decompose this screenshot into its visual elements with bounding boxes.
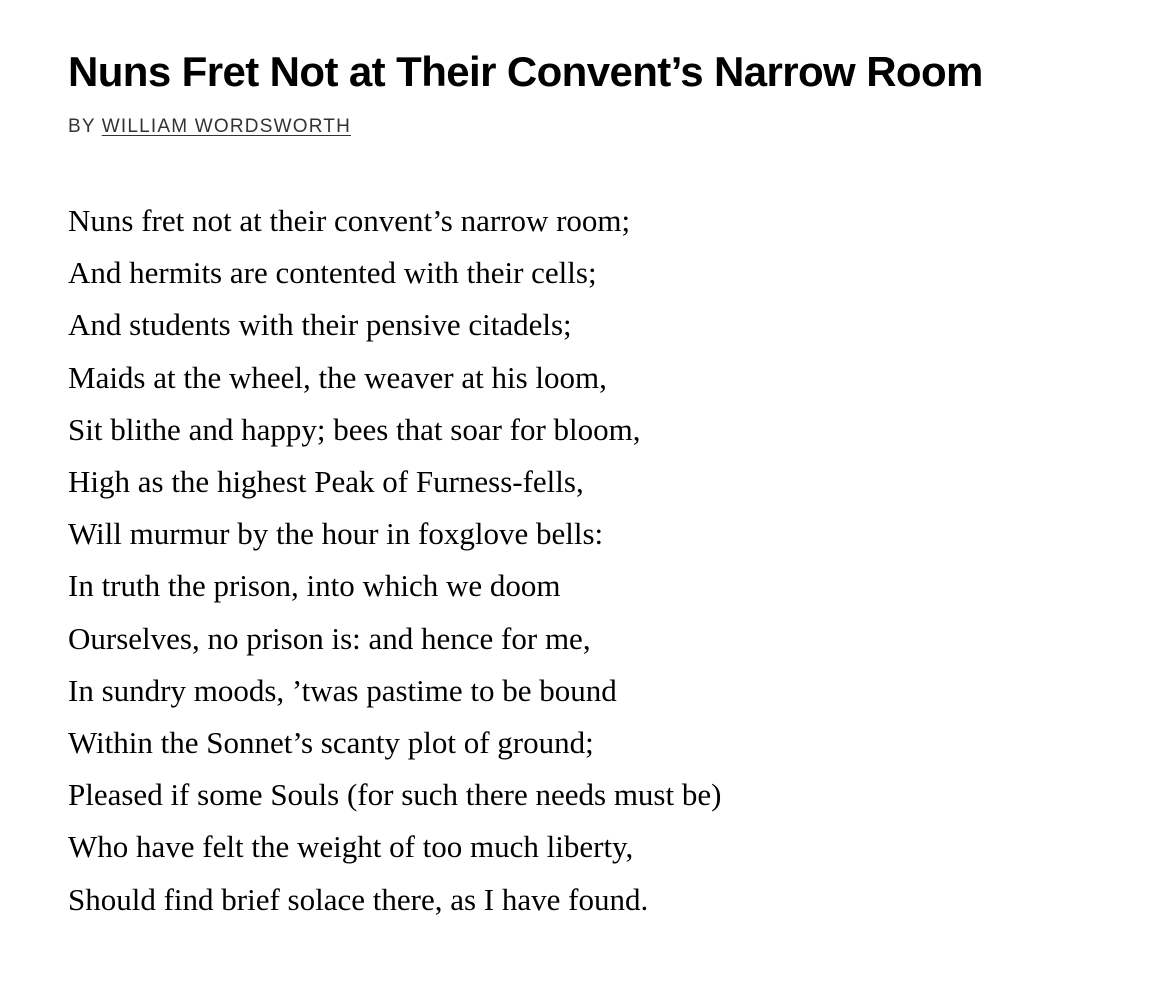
byline-prefix: BY [68,116,96,137]
poem-line: Pleased if some Souls (for such there needs must be) [68,777,722,813]
author-link[interactable]: WILLIAM WORDSWORTH [101,116,351,137]
poem-line: In sundry moods, ’twas pastime to be bound [68,672,617,708]
byline [68,115,1128,139]
poem-line: Maids at the wheel, the weaver at his loom, [68,359,607,395]
poem-line: Sit blithe and happy; bees that soar for bloom, [68,411,641,447]
poem-line: In truth the prison, into which we doom [68,568,561,604]
poem-line: And students with their pensive citadels; [68,307,572,343]
poem-line: High as the highest Peak of Furness-fells, [68,464,584,500]
poem-title: Nuns Fret Not at Their Convent’s Narrow Room [68,48,983,95]
poem-line: Should find brief solace there, as I have found. [68,881,649,917]
poem-line: And hermits are contented with their cells; [68,255,597,291]
poem-line: Ourselves, no prison is: and hence for me, [68,620,591,656]
poem-line: Nuns fret not at their convent’s narrow room; [68,203,631,238]
poem-line: Who have felt the weight of too much liberty, [68,829,634,865]
poem-body [68,195,1128,926]
poem-page [68,46,1128,926]
poem-line: Will murmur by the hour in foxglove bells: [68,516,604,552]
poem-line: Within the Sonnet’s scanty plot of ground; [68,725,594,761]
